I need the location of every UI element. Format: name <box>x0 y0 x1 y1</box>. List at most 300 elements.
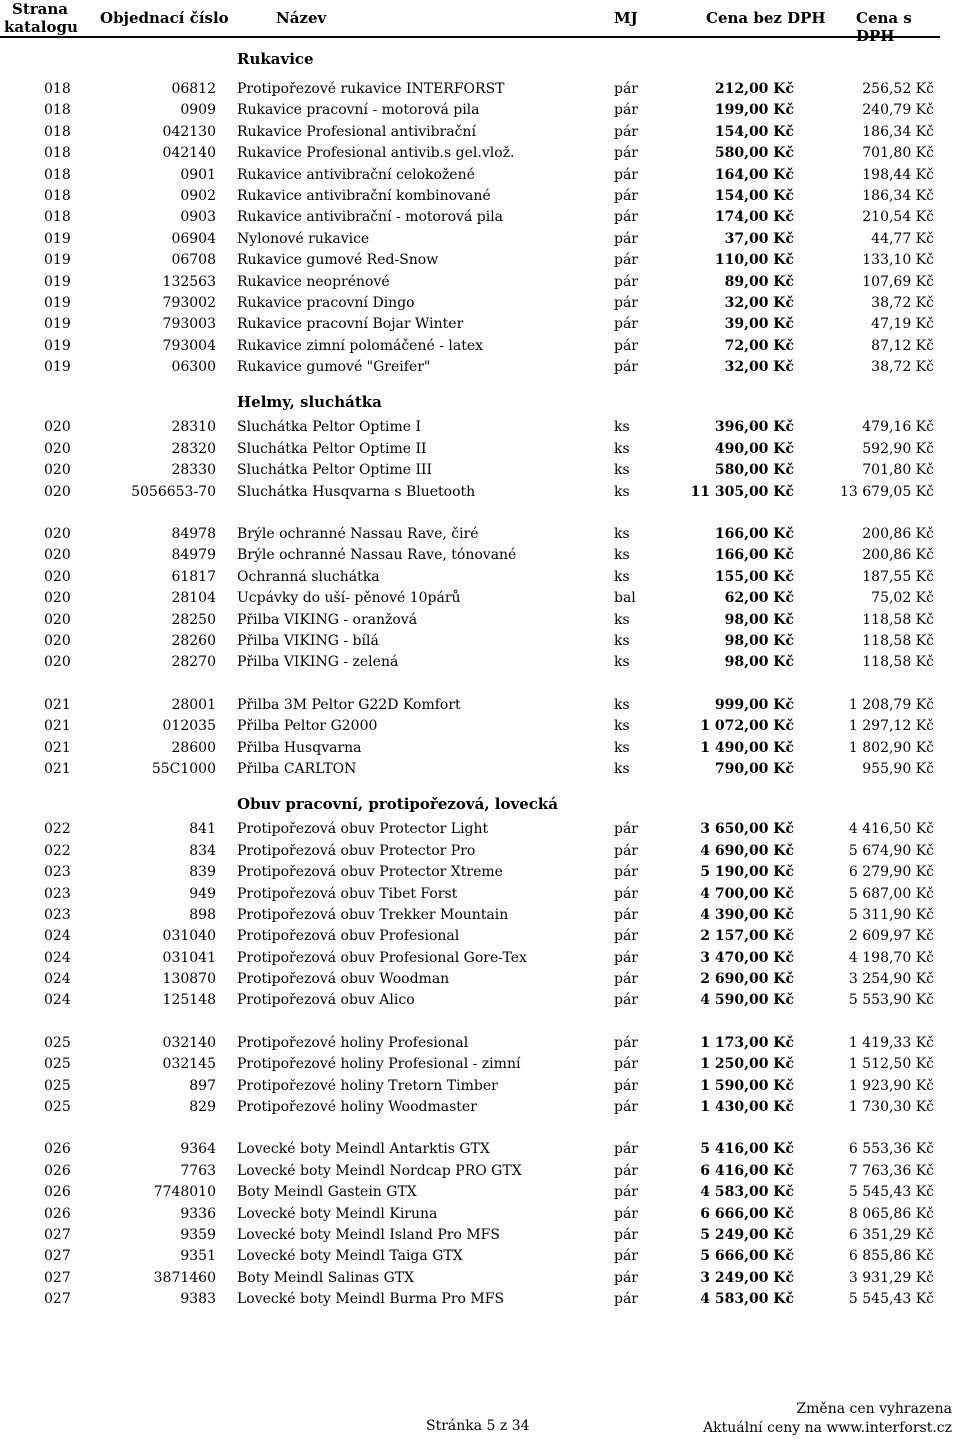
price-without-vat: 39,00 Kč <box>724 316 794 333</box>
table-row <box>0 948 960 969</box>
order-number: 829 <box>189 1099 216 1116</box>
order-number: 031040 <box>162 928 216 945</box>
unit: pár <box>614 1248 639 1265</box>
footer-note <box>703 1400 952 1438</box>
table-row <box>0 990 960 1011</box>
price-with-vat: 3 931,29 Kč <box>848 1269 934 1286</box>
price-with-vat: 6 855,86 Kč <box>848 1248 934 1265</box>
catalog-page: 020 <box>44 654 71 671</box>
table-row <box>0 293 960 314</box>
current-prices-url: Aktuální ceny na www.interforst.cz <box>703 1420 952 1436</box>
price-with-vat: 1 923,90 Kč <box>848 1077 934 1094</box>
product-name: Protipořezová obuv Profesional Gore-Tex <box>237 949 527 966</box>
product-name: Ochranná sluchátka <box>237 568 380 585</box>
price-with-vat: 701,80 Kč <box>862 145 934 162</box>
catalog-page: 026 <box>44 1184 71 1201</box>
product-name: Protipořezové holiny Woodmaster <box>237 1099 477 1116</box>
section-title: Rukavice <box>237 50 314 68</box>
unit: pár <box>614 821 639 838</box>
price-without-vat: 89,00 Kč <box>724 273 794 290</box>
table-row <box>0 1204 960 1225</box>
price-without-vat: 110,00 Kč <box>714 252 794 269</box>
price-with-vat: 198,44 Kč <box>862 166 934 183</box>
product-name: Brýle ochranné Nassau Rave, tónované <box>237 547 517 564</box>
table-row <box>0 1182 960 1203</box>
order-number: 9359 <box>180 1226 216 1243</box>
table-row <box>0 1097 960 1118</box>
table-row <box>0 357 960 378</box>
unit: pár <box>614 273 639 290</box>
order-number: 897 <box>189 1077 216 1094</box>
price-with-vat: 5 674,90 Kč <box>848 842 934 859</box>
order-number: 0903 <box>180 209 216 226</box>
unit: pár <box>614 1141 639 1158</box>
order-number: 5056653-70 <box>131 483 216 500</box>
unit: pár <box>614 906 639 923</box>
price-without-vat: 98,00 Kč <box>724 654 794 671</box>
price-with-vat: 13 679,05 Kč <box>839 483 934 500</box>
order-number: 9336 <box>180 1205 216 1222</box>
catalog-page: 019 <box>44 273 71 290</box>
order-number: 032145 <box>162 1056 216 1073</box>
unit: ks <box>614 483 630 500</box>
product-name: Rukavice antivibrační - motorová pila <box>237 209 504 226</box>
order-number: 834 <box>189 842 216 859</box>
catalog-page: 021 <box>44 760 71 777</box>
table-row <box>0 1033 960 1054</box>
price-with-vat: 186,34 Kč <box>862 187 934 204</box>
catalog-page: 026 <box>44 1141 71 1158</box>
order-number: 28270 <box>171 654 216 671</box>
price-with-vat: 5 687,00 Kč <box>848 885 934 902</box>
catalog-page: 024 <box>44 992 71 1009</box>
price-with-vat: 200,86 Kč <box>862 526 934 543</box>
order-number: 032140 <box>162 1034 216 1051</box>
price-without-vat: 32,00 Kč <box>724 359 794 376</box>
product-name: Rukavice zimní polomáčené - latex <box>237 337 484 354</box>
price-without-vat: 1 590,00 Kč <box>700 1077 794 1094</box>
unit: pár <box>614 1291 639 1308</box>
unit: pár <box>614 1226 639 1243</box>
product-name: Sluchátka Peltor Optime I <box>237 419 422 436</box>
price-with-vat: 44,77 Kč <box>871 230 934 247</box>
order-number: 28250 <box>171 611 216 628</box>
table-row <box>0 417 960 438</box>
catalog-page: 019 <box>44 294 71 311</box>
price-with-vat: 240,79 Kč <box>862 102 934 119</box>
unit: pár <box>614 949 639 966</box>
table-row <box>0 482 960 503</box>
order-number: 031041 <box>162 949 216 966</box>
unit: pár <box>614 123 639 140</box>
order-number: 793003 <box>162 316 216 333</box>
section <box>0 378 960 780</box>
product-name: Lovecké boty Meindl Taiga GTX <box>237 1248 463 1265</box>
price-with-vat: 6 351,29 Kč <box>848 1226 934 1243</box>
product-name: Brýle ochranné Nassau Rave, čiré <box>237 526 479 543</box>
unit: bal <box>614 590 636 607</box>
table-row <box>0 759 960 780</box>
table-row <box>0 1139 960 1160</box>
order-number: 9351 <box>180 1248 216 1265</box>
table-row <box>0 524 960 545</box>
order-number: 3871460 <box>153 1269 216 1286</box>
table-row <box>0 588 960 609</box>
price-without-vat: 164,00 Kč <box>714 166 794 183</box>
table-row <box>0 1268 960 1289</box>
product-name: Ucpávky do uší- pěnové 10párů <box>237 590 461 607</box>
table-row <box>0 186 960 207</box>
header-nazev: Název <box>276 9 327 27</box>
order-number: 28260 <box>171 632 216 649</box>
table-row <box>0 439 960 460</box>
table-row <box>0 567 960 588</box>
price-without-vat: 5 666,00 Kč <box>700 1248 794 1265</box>
order-number: 132563 <box>162 273 216 290</box>
product-name: Lovecké boty Meindl Kiruna <box>237 1205 438 1222</box>
product-name: Rukavice antivibrační kombinované <box>237 187 491 204</box>
catalog-page: 021 <box>44 696 71 713</box>
price-with-vat: 2 609,97 Kč <box>848 928 934 945</box>
table-row <box>0 716 960 737</box>
price-without-vat: 396,00 Kč <box>714 419 794 436</box>
price-with-vat: 38,72 Kč <box>871 294 934 311</box>
catalog-page: 020 <box>44 526 71 543</box>
product-name: Lovecké boty Meindl Island Pro MFS <box>237 1226 500 1243</box>
catalog-page: 019 <box>44 337 71 354</box>
unit: ks <box>614 632 630 649</box>
price-with-vat: 200,86 Kč <box>862 547 934 564</box>
price-without-vat: 490,00 Kč <box>714 440 794 457</box>
price-with-vat: 187,55 Kč <box>862 568 934 585</box>
catalog-page: 020 <box>44 611 71 628</box>
price-without-vat: 1 072,00 Kč <box>700 718 794 735</box>
unit: pár <box>614 209 639 226</box>
price-with-vat: 1 208,79 Kč <box>848 696 934 713</box>
price-with-vat: 256,52 Kč <box>862 81 934 97</box>
unit: pár <box>614 187 639 204</box>
unit: pár <box>614 928 639 945</box>
product-name: Rukavice pracovní Bojar Winter <box>237 316 464 333</box>
table-row <box>0 100 960 121</box>
catalog-page: 019 <box>44 252 71 269</box>
unit: ks <box>614 526 630 543</box>
price-with-vat: 133,10 Kč <box>862 252 934 269</box>
unit: pár <box>614 337 639 354</box>
price-with-vat: 107,69 Kč <box>862 273 934 290</box>
product-name: Protipořezová obuv Profesional <box>237 928 460 945</box>
table-row <box>0 1054 960 1075</box>
product-name: Rukavice Profesional antivibrační <box>237 123 476 140</box>
product-name: Protipořezové holiny Profesional - zimní <box>237 1056 521 1073</box>
table-row <box>0 1225 960 1246</box>
price-with-vat: 1 512,50 Kč <box>848 1056 934 1073</box>
price-with-vat: 186,34 Kč <box>862 123 934 140</box>
price-with-vat: 5 545,43 Kč <box>848 1291 934 1308</box>
order-number: 0901 <box>180 166 216 183</box>
unit: ks <box>614 696 630 713</box>
order-number: 06300 <box>171 359 216 376</box>
price-without-vat: 98,00 Kč <box>724 632 794 649</box>
order-number: 793002 <box>162 294 216 311</box>
price-with-vat: 1 419,33 Kč <box>848 1034 934 1051</box>
header-objednaci-cislo: Objednací číslo <box>100 9 229 27</box>
unit: pár <box>614 294 639 311</box>
product-name: Přilba VIKING - zelená <box>237 654 399 671</box>
unit: ks <box>614 568 630 585</box>
catalog-page: 024 <box>44 971 71 988</box>
table-row <box>0 314 960 335</box>
unit: pár <box>614 145 639 162</box>
catalog-page: 025 <box>44 1077 71 1094</box>
unit: ks <box>614 739 630 756</box>
price-without-vat: 166,00 Kč <box>714 547 794 564</box>
price-with-vat: 592,90 Kč <box>862 440 934 457</box>
order-number: 839 <box>189 864 216 881</box>
order-number: 28310 <box>171 419 216 436</box>
order-number: 898 <box>189 906 216 923</box>
order-number: 042130 <box>162 123 216 140</box>
price-without-vat: 212,00 Kč <box>714 81 794 97</box>
unit: pár <box>614 992 639 1009</box>
table-row <box>0 862 960 883</box>
price-without-vat: 2 157,00 Kč <box>700 928 794 945</box>
unit: pár <box>614 1184 639 1201</box>
table-row <box>0 610 960 631</box>
price-without-vat: 790,00 Kč <box>714 760 794 777</box>
unit: pár <box>614 1034 639 1051</box>
catalog-page: 018 <box>44 145 71 162</box>
order-number: 0909 <box>180 102 216 119</box>
price-without-vat: 4 690,00 Kč <box>700 842 794 859</box>
price-with-vat: 4 416,50 Kč <box>848 821 934 838</box>
price-with-vat: 8 065,86 Kč <box>848 1205 934 1222</box>
table-row <box>0 926 960 947</box>
unit: pár <box>614 1056 639 1073</box>
product-name: Protipořezová obuv Tibet Forst <box>237 885 458 902</box>
table-row <box>0 841 960 862</box>
price-with-vat: 118,58 Kč <box>862 611 934 628</box>
table-row <box>0 1289 960 1310</box>
table-row <box>0 545 960 566</box>
price-without-vat: 4 700,00 Kč <box>700 885 794 902</box>
product-name: Sluchátka Peltor Optime II <box>237 440 427 457</box>
catalog-page: 018 <box>44 209 71 226</box>
product-name: Rukavice pracovní Dingo <box>237 294 415 311</box>
unit: pár <box>614 885 639 902</box>
table-row <box>0 207 960 228</box>
order-number: 06812 <box>171 81 216 97</box>
order-number: 012035 <box>162 718 216 735</box>
header-strana-line1: Strana <box>11 0 68 18</box>
product-name: Přilba CARLTON <box>237 760 357 777</box>
catalog-page: 019 <box>44 359 71 376</box>
price-with-vat: 1 730,30 Kč <box>848 1099 934 1116</box>
order-number: 130870 <box>162 971 216 988</box>
price-with-vat: 6 553,36 Kč <box>848 1141 934 1158</box>
order-number: 042140 <box>162 145 216 162</box>
price-with-vat: 118,58 Kč <box>862 632 934 649</box>
catalog-page: 020 <box>44 440 71 457</box>
price-with-vat: 3 254,90 Kč <box>848 971 934 988</box>
table-header <box>0 0 940 45</box>
product-name: Přilba Husqvarna <box>237 739 362 756</box>
catalog-page: 020 <box>44 462 71 479</box>
product-name: Přilba VIKING - oranžová <box>237 611 418 628</box>
table-row <box>0 336 960 357</box>
order-number: 949 <box>189 885 216 902</box>
price-without-vat: 5 249,00 Kč <box>700 1226 794 1243</box>
price-with-vat: 5 553,90 Kč <box>848 992 934 1009</box>
product-name: Lovecké boty Meindl Antarktis GTX <box>237 1141 490 1158</box>
price-change-note: Změna cen vyhrazena <box>796 1401 952 1417</box>
price-without-vat: 3 470,00 Kč <box>700 949 794 966</box>
price-without-vat: 4 390,00 Kč <box>700 906 794 923</box>
order-number: 55C1000 <box>151 760 216 777</box>
table-row <box>0 229 960 250</box>
order-number: 28320 <box>171 440 216 457</box>
unit: pár <box>614 1099 639 1116</box>
price-without-vat: 199,00 Kč <box>714 102 794 119</box>
order-number: 84978 <box>171 526 216 543</box>
unit: ks <box>614 547 630 564</box>
unit: pár <box>614 230 639 247</box>
table-row <box>0 631 960 652</box>
table-row <box>0 165 960 186</box>
price-with-vat: 118,58 Kč <box>862 654 934 671</box>
product-name: Protipořezová obuv Trekker Mountain <box>237 906 509 923</box>
price-without-vat: 1 250,00 Kč <box>700 1056 794 1073</box>
product-name: Přilba VIKING - bílá <box>237 632 379 649</box>
price-without-vat: 5 190,00 Kč <box>700 864 794 881</box>
price-without-vat: 98,00 Kč <box>724 611 794 628</box>
product-name: Protipořezová obuv Protector Light <box>237 821 489 838</box>
price-without-vat: 37,00 Kč <box>724 230 794 247</box>
unit: ks <box>614 718 630 735</box>
header-cena-bez-dph: Cena bez DPH <box>706 9 826 27</box>
product-name: Rukavice antivibrační celokožené <box>237 166 475 183</box>
unit: ks <box>614 462 630 479</box>
product-name: Protipořezové holiny Tretorn Timber <box>237 1077 498 1094</box>
product-name: Boty Meindl Salinas GTX <box>237 1269 415 1286</box>
order-number: 7748010 <box>153 1184 216 1201</box>
product-name: Protipořezové rukavice INTERFORST <box>237 81 505 97</box>
unit: pár <box>614 102 639 119</box>
header-strana-katalogu <box>4 0 76 36</box>
price-without-vat: 1 490,00 Kč <box>700 739 794 756</box>
unit: ks <box>614 654 630 671</box>
price-without-vat: 154,00 Kč <box>714 123 794 140</box>
price-with-vat: 4 198,70 Kč <box>848 949 934 966</box>
table-row <box>0 969 960 990</box>
order-number: 793004 <box>162 337 216 354</box>
price-with-vat: 955,90 Kč <box>862 760 934 777</box>
price-without-vat: 4 583,00 Kč <box>700 1291 794 1308</box>
table-row <box>0 1246 960 1267</box>
price-without-vat: 5 416,00 Kč <box>700 1141 794 1158</box>
catalog-page: 023 <box>44 864 71 881</box>
catalog-page: 020 <box>44 568 71 585</box>
price-without-vat: 3 650,00 Kč <box>700 821 794 838</box>
table-row <box>0 122 960 143</box>
catalog-page: 018 <box>44 81 71 97</box>
unit: pár <box>614 1162 639 1179</box>
unit: pár <box>614 359 639 376</box>
product-name: Rukavice gumové Red-Snow <box>237 252 439 269</box>
unit: pár <box>614 252 639 269</box>
catalog-page: 020 <box>44 483 71 500</box>
product-name: Lovecké boty Meindl Nordcap PRO GTX <box>237 1162 522 1179</box>
product-name: Rukavice pracovní - motorová pila <box>237 102 480 119</box>
price-without-vat: 62,00 Kč <box>724 590 794 607</box>
order-number: 9383 <box>180 1291 216 1308</box>
catalog-page: 025 <box>44 1056 71 1073</box>
order-number: 06904 <box>171 230 216 247</box>
price-without-vat: 72,00 Kč <box>724 337 794 354</box>
product-name: Protipořezové holiny Profesional <box>237 1034 469 1051</box>
product-name: Boty Meindl Gastein GTX <box>237 1184 417 1201</box>
order-number: 0902 <box>180 187 216 204</box>
product-name: Protipořezová obuv Alico <box>237 992 415 1009</box>
table-row <box>0 652 960 673</box>
price-without-vat: 6 416,00 Kč <box>700 1162 794 1179</box>
product-name: Sluchátka Peltor Optime III <box>237 462 433 479</box>
page-number: Stránka 5 z 34 <box>426 1418 530 1434</box>
section <box>0 44 960 378</box>
unit: ks <box>614 440 630 457</box>
catalog-page: 023 <box>44 906 71 923</box>
price-without-vat: 580,00 Kč <box>714 145 794 162</box>
table-row <box>0 1161 960 1182</box>
price-without-vat: 1 173,00 Kč <box>700 1034 794 1051</box>
price-without-vat: 1 430,00 Kč <box>700 1099 794 1116</box>
product-name: Protipořezová obuv Protector Pro <box>237 842 476 859</box>
order-number: 28330 <box>171 462 216 479</box>
unit: pár <box>614 1205 639 1222</box>
order-number: 841 <box>189 821 216 838</box>
product-name: Nylonové rukavice <box>237 230 370 247</box>
price-without-vat: 6 666,00 Kč <box>700 1205 794 1222</box>
price-with-vat: 5 311,90 Kč <box>848 906 934 923</box>
unit: pár <box>614 971 639 988</box>
price-without-vat: 3 249,00 Kč <box>700 1269 794 1286</box>
product-name: Rukavice gumové "Greifer" <box>237 359 431 376</box>
price-without-vat: 155,00 Kč <box>714 568 794 585</box>
catalog-page: 021 <box>44 718 71 735</box>
product-name: Přilba 3M Peltor G22D Komfort <box>237 696 461 713</box>
price-without-vat: 4 590,00 Kč <box>700 992 794 1009</box>
catalog-page: 026 <box>44 1162 71 1179</box>
catalog-page: 022 <box>44 821 71 838</box>
catalog-page: 018 <box>44 123 71 140</box>
order-number: 06708 <box>171 252 216 269</box>
product-name: Rukavice Profesional antivib.s gel.vlož. <box>237 145 515 162</box>
catalog-page: 027 <box>44 1269 71 1286</box>
section-title: Obuv pracovní, protipořezová, lovecká <box>237 795 558 814</box>
catalog-page: 022 <box>44 842 71 859</box>
product-name: Protipořezová obuv Woodman <box>237 971 450 988</box>
product-name: Sluchátka Husqvarna s Bluetooth <box>237 483 476 500</box>
price-with-vat: 47,19 Kč <box>871 316 934 333</box>
header-mj: MJ <box>614 9 638 27</box>
order-number: 28600 <box>171 739 216 756</box>
table-row <box>0 460 960 481</box>
unit: pár <box>614 864 639 881</box>
price-with-vat: 701,80 Kč <box>862 462 934 479</box>
catalog-page: 026 <box>44 1205 71 1222</box>
price-without-vat: 580,00 Kč <box>714 462 794 479</box>
table-row <box>0 884 960 905</box>
